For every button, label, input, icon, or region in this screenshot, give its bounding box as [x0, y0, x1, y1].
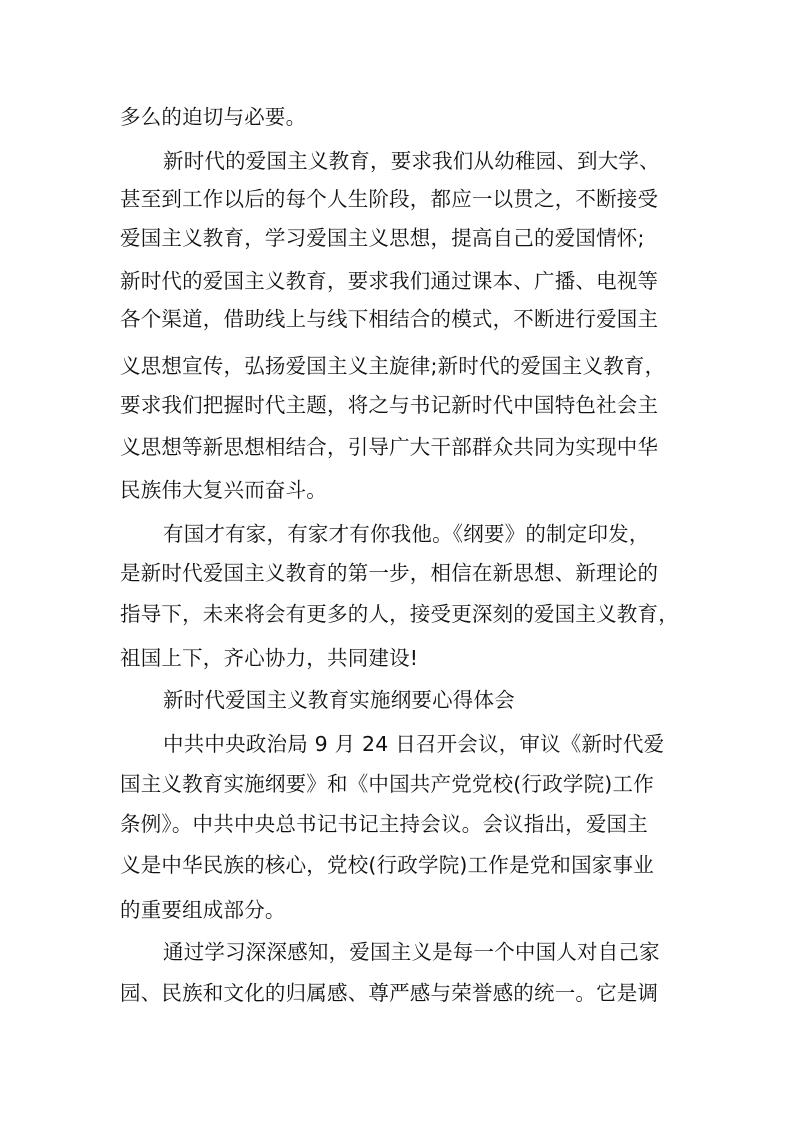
text-line: 多么的迫切与必要。: [120, 105, 307, 129]
text-line: 园、民族和文化的归属感、尊严感与荣誉感的统一。它是调: [120, 981, 659, 1005]
text-line: 的重要组成部分。: [120, 898, 286, 922]
text-line: 祖国上下，齐心协力，共同建设!: [120, 646, 419, 670]
text-line: 国主义教育实施纲要》和《中国共产党党校(行政学院)工作: [120, 772, 654, 796]
text-line: 义是中华民族的核心，党校(行政学院)工作是党和国家事业: [120, 853, 654, 877]
text-line: 要求我们把握时代主题，将之与书记新时代中国特色社会主: [120, 393, 659, 417]
paragraph-start-line: 通过学习深深感知，爱国主义是每一个中国人对自己家: [163, 940, 660, 964]
text-line: 指导下，未来将会有更多的人，接受更深刻的爱国主义教育，: [120, 602, 679, 626]
section-title: 新时代爱国主义教育实施纲要心得体会: [163, 688, 515, 712]
paragraph-start-line: 中共中央政治局 9 月 24 日召开会议，审议《新时代爱: [163, 732, 665, 756]
text-line: 义思想宣传，弘扬爱国主义主旋律;新时代的爱国主义教育，: [120, 354, 666, 378]
text-line: 是新时代爱国主义教育的第一步，相信在新思想、新理论的: [120, 561, 659, 585]
text-line: 条例》。中共中央总书记书记主持会议。会议指出，爱国主: [120, 812, 648, 836]
text-line: 甚至到工作以后的每个人生阶段，都应一以贯之，不断接受: [120, 187, 659, 211]
text-line: 民族伟大复兴而奋斗。: [120, 478, 327, 502]
paragraph-start-line: 有国才有家，有家才有你我他。《纲要》的制定印发，: [163, 522, 650, 546]
text-line: 各个渠道，借助线上与线下相结合的模式，不断进行爱国主: [120, 307, 659, 331]
text-line: 新时代的爱国主义教育，要求我们通过课本、广播、电视等: [120, 269, 659, 293]
paragraph-start-line: 新时代的爱国主义教育，要求我们从幼稚园、到大学、: [163, 149, 660, 173]
text-line: 义思想等新思想相结合，引导广大干部群众共同为实现中华: [120, 435, 659, 459]
text-line: 爱国主义教育，学习爱国主义思想，提高自己的爱国情怀;: [120, 226, 645, 250]
